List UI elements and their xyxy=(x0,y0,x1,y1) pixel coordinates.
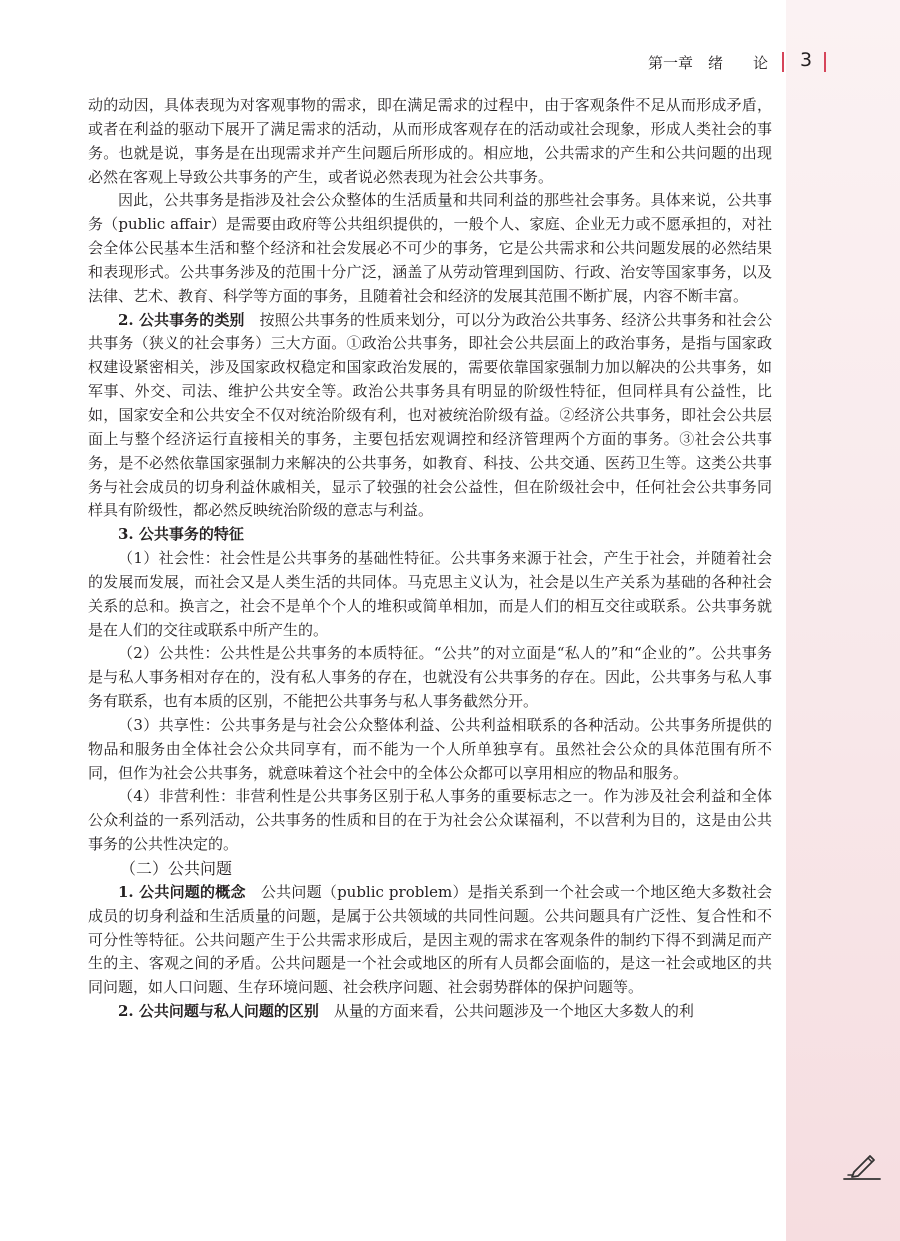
paragraph: （1）社会性：社会性是公共事务的基础性特征。公共事务来源于社会，产生于社会，并随着社会的发展而发展，而社会又是人类生活的共同体。马克思主义认为，社会是以生产关系为基础的各种社会关系的总和。换言之，社会不是单个个人的堆积或简单相加，而是人们的相互交往或联系。公共事务就是在人们的交往或联系中所产生的。 xyxy=(88,549,772,639)
body-text xyxy=(88,94,772,1024)
paragraph xyxy=(88,523,772,547)
paragraph-text: 公共问题（public problem）是指关系到一个社会或一个地区绝大多数社会成员的切身利益和生活质量的问题，是属于公共领域的共同性问题。公共问题具有广泛性、复合性和不可分性等特征。公共问题产生于公共需求形成后，是因主观的需求在客观条件的制约下得不到满足而产生的主、客观之间的矛盾。公共问题是一个社会或地区的所有人员都会面临的，是这一社会或地区的共同问题，如人口问题、生存环境问题、社会秩序问题、社会弱势群体的保护问题等。 xyxy=(88,882,772,997)
section-heading: 2. 公共事务的类别 xyxy=(118,310,245,329)
paragraph-text: 按照公共事务的性质来划分，可以分为政治公共事务、经济公共事务和社会公共事务（狭义的社会事务）三大方面。①政治公共事务，即社会公共层面上的政治事务，是指与国家政权建设紧密相关，涉及国家政权稳定和国家政治发展的，需要依靠国家强制力加以解决的公共事务，如军事、外交、司法、维护公共安全等。政治公共事务具有明显的阶级性特征，但同样具有公益性，比如，国家安全和公共安全不仅对统治阶级有利，也对被统治阶级有益。②经济公共事务，即社会公共层面上与整个经济运行直接相关的事务，主要包括宏观调控和经济管理两个方面的事务。③社会公共事务，是不必然依靠国家强制力来解决的公共事务，如教育、科技、公共交通、医药卫生等。这类公共事务与社会成员的切身利益休戚相关，显示了较强的社会公益性，但在阶级社会中，任何社会公共事务同样具有阶级性，都必然反映统治阶级的意志与利益。 xyxy=(88,310,772,520)
page-header xyxy=(0,48,900,78)
section-heading: 1. 公共问题的概念 xyxy=(118,882,246,901)
paragraph: （4）非营利性：非营利性是公共事务区别于私人事务的重要标志之一。作为涉及社会利益和全体公众利益的一系列活动，公共事务的性质和目的在于为社会公众谋福利，不以营利为目的，这是由公共事务的公共性决定的。 xyxy=(88,787,772,854)
paragraph xyxy=(88,881,772,1000)
paragraph-text: 从量的方面来看，公共问题涉及一个地区大多数人的利 xyxy=(318,1002,694,1021)
paragraph: （2）公共性：公共性是公共事务的本质特征。“公共”的对立面是“私人的”和“企业的”。公共事务是与私人事务相对存在的，没有私人事务的存在，也就没有公共事务的存在。因此，公共事务与私人事务有联系，也有本质的区别，不能把公共事务与私人事务截然分开。 xyxy=(88,644,772,711)
paragraph xyxy=(88,1000,772,1024)
chapter-title: 第一章 绪 论 xyxy=(647,54,768,72)
section-heading: 3. 公共事务的特征 xyxy=(118,525,244,544)
header-divider-left xyxy=(782,52,784,72)
page-margin-band xyxy=(786,0,900,1241)
paragraph xyxy=(88,309,772,524)
paragraph: 因此，公共事务是指涉及社会公众整体的生活质量和共同利益的那些社会事务。具体来说，公共事务（public affair）是需要由政府等公共组织提供的，一般个人、家庭、企业无力或不愿承担的，对社会全体公民基本生活和整个经济和社会发展必不可少的事务，它是公共需求和公共问题发展的必然结果和表现形式。公共事务涉及的范围十分广泛，涵盖了从劳动管理到国防、行政、治安等国家事务，以及法律、艺术、教育、科学等方面的事务，且随着社会和经济的发展其范围不断扩展，内容不断丰富。 xyxy=(88,191,772,305)
pen-note-icon xyxy=(840,1148,884,1182)
page-number: 3 xyxy=(799,49,813,71)
paragraph: 动的动因，具体表现为对客观事物的需求，即在满足需求的过程中，由于客观条件不足从而形成矛盾，或者在利益的驱动下展开了满足需求的活动，从而形成客观存在的活动或社会现象，形成人类社会的事务。也就是说，事务是在出现需求并产生问题后所形成的。相应地，公共需求的产生和公共问题的出现必然在客观上导致公共事务的产生，或者说必然表现为社会公共事务。 xyxy=(88,96,772,186)
header-divider-right xyxy=(824,52,826,72)
paragraph: （3）共享性：公共事务是与社会公众整体利益、公共利益相联系的各种活动。公共事务所提供的物品和服务由全体社会公众共同享有，而不能为一个人所单独享有。虽然社会公众的具体范围有所不同，但作为社会公共事务，就意味着这个社会中的全体公众都可以享用相应的物品和服务。 xyxy=(88,715,772,782)
subsection-heading: （二）公共问题 xyxy=(120,859,233,878)
section-heading: 2. 公共问题与私人问题的区别 xyxy=(118,1002,319,1021)
